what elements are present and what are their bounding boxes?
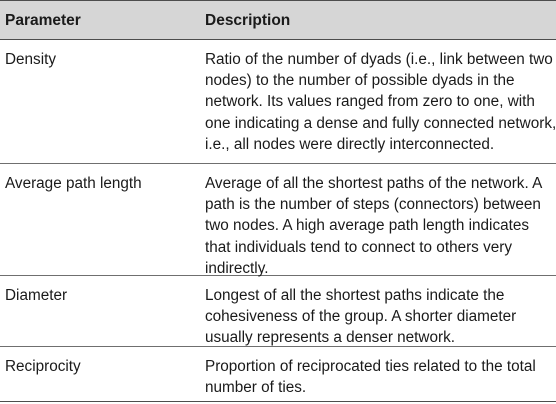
description-line: that individuals tend to connect to others very: [205, 238, 512, 256]
description-line: network. Its values ranged from zero to one, with: [205, 93, 535, 111]
description-line: Proportion of reciprocated ties related to the total: [205, 358, 536, 375]
description-cell: [205, 173, 552, 279]
description-line: nodes) to the number of possible dyads in the: [205, 72, 515, 90]
table-row: [0, 347, 556, 402]
header-description: Description: [205, 12, 291, 29]
description-line: number of ties.: [205, 379, 307, 397]
table-row: [0, 40, 556, 164]
description-line: usually represents a denser network.: [205, 329, 455, 347]
description-cell: [205, 356, 552, 398]
parameter-cell: Reciprocity: [5, 358, 81, 375]
description-line: path is the number of steps (connectors) between: [205, 196, 541, 214]
description-line: indirectly.: [205, 259, 269, 277]
table-row: [0, 276, 556, 347]
parameter-cell: Density: [5, 51, 57, 68]
table-header-row: [0, 0, 556, 40]
parameter-cell: Average path length: [5, 175, 142, 192]
description-line: cohesiveness of the group. A shorter diameter: [205, 308, 517, 326]
description-line: Longest of all the shortest paths indicate the: [205, 287, 505, 304]
description-line: Average of all the shortest paths of the network. A: [205, 175, 543, 192]
parameter-cell: Diameter: [5, 287, 68, 304]
description-line: one indicating a dense and fully connected network,: [205, 114, 556, 132]
table-row: [0, 164, 556, 276]
description-cell: [205, 285, 552, 349]
header-parameter: Parameter: [5, 12, 81, 29]
description-line: Ratio of the number of dyads (i.e., link between two: [205, 51, 553, 68]
description-line: two nodes. A high average path length indicates: [205, 217, 530, 235]
description-line: i.e., all nodes were directly interconnected.: [205, 135, 495, 153]
description-cell: [205, 49, 556, 155]
